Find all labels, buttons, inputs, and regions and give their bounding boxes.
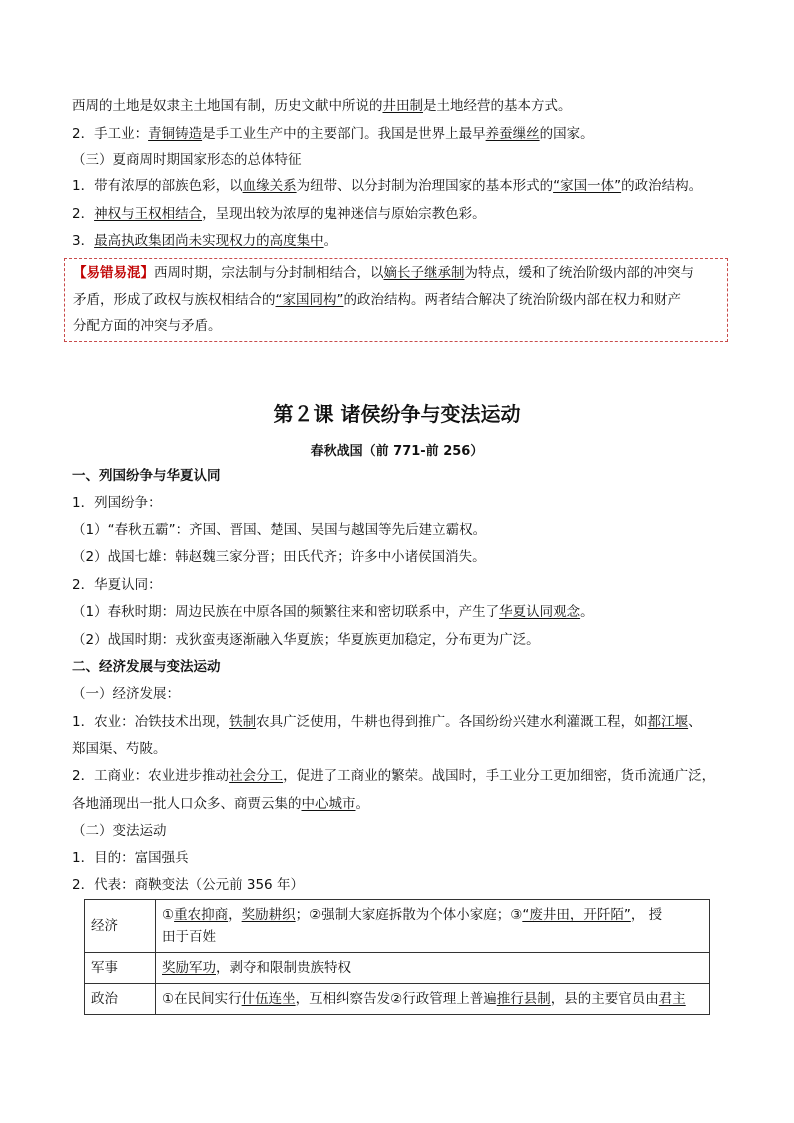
table-cell-category: 政治	[85, 984, 156, 1015]
text-line: 1．农业：冶铁技术出现，铁制农具广泛使用，牛耕也得到推广。各国纷纷兴建水利灌溉工程，如都江堰、	[72, 714, 702, 730]
text-line: （2）战国时期：戎狄蛮夷逐渐融入华夏族；华夏族更加稳定，分布更为广泛。	[72, 632, 540, 648]
callout-line: 矛盾，形成了政权与族权相结合的“家国同构”的政治结构。两者结合解决了统治阶级内部在权力和财产	[73, 292, 681, 308]
text-line: 2．神权与王权相结合，呈现出较为浓厚的鬼神迷信与原始宗教色彩。	[72, 206, 486, 222]
section-heading: 一、列国纷争与华夏认同	[72, 468, 221, 484]
text-line: 各地涌现出一批人口众多、商贾云集的中心城市。	[72, 796, 369, 812]
shang-yang-reform-table	[84, 899, 710, 1015]
text-line: （1）“春秋五霸”：齐国、晋国、楚国、吴国与越国等先后建立霸权。	[72, 522, 487, 538]
table-row	[85, 953, 710, 984]
table-cell-category: 军事	[85, 953, 156, 984]
text-line: 1．目的：富国强兵	[72, 850, 189, 866]
text-line: 西周的土地是奴隶主土地国有制，历史文献中所说的井田制是土地经营的基本方式。	[72, 98, 572, 114]
callout-line: 【易错易混】西周时期，宗法制与分封制相结合，以嫡长子继承制为特点，缓和了统治阶级内部的冲突与	[73, 265, 694, 281]
callout-tag: 【易错易混】	[73, 265, 154, 281]
callout-line: 分配方面的冲突与矛盾。	[73, 318, 222, 334]
lesson-title: 第２课 诸侯纷争与变法运动	[273, 402, 521, 426]
text-line: （一）经济发展：	[72, 686, 180, 702]
text-line: 3．最高执政集团尚未实现权力的高度集中。	[72, 233, 338, 249]
text-line: 2．代表：商鞅变法（公元前 356 年）	[72, 877, 304, 893]
error-prone-callout	[64, 258, 728, 342]
table-cell-content: ①重农抑商，奖励耕织；②强制大家庭拆散为个体小家庭；③“废井田，开阡陌”， 授 田于百姓	[156, 900, 710, 953]
table-cell-category: 经济	[85, 900, 156, 953]
table-row	[85, 900, 710, 953]
section-heading: （三）夏商周时期国家形态的总体特征	[72, 152, 302, 168]
text-line: 2．华夏认同：	[72, 577, 162, 593]
text-line: 2．工商业：农业进步推动社会分工，促进了工商业的繁荣。战国时，手工业分工更加细密，货币流通广泛，	[72, 768, 716, 784]
lesson-subtitle: 春秋战国（前 771-前 256）	[310, 444, 484, 459]
text-line: 郑国渠、芍陂。	[72, 741, 167, 757]
text-line: （1）春秋时期：周边民族在中原各国的频繁往来和密切联系中，产生了华夏认同观念。	[72, 604, 594, 620]
text-line: 1．列国纷争：	[72, 495, 162, 511]
table-row	[85, 984, 710, 1015]
text-line: （2）战国七雄：韩赵魏三家分晋；田氏代齐；许多中小诸侯国消失。	[72, 549, 486, 565]
text-line: 2．手工业：青铜铸造是手工业生产中的主要部门。我国是世界上最早养蚕缫丝的国家。	[72, 126, 594, 142]
table-cell-content: ①在民间实行什伍连坐，互相纠察告发②行政管理上普遍推行县制，县的主要官员由君主	[156, 984, 710, 1015]
text-line: 1．带有浓厚的部族色彩，以血缘关系为纽带、以分封制为治理国家的基本形式的“家国一体”的政治结构。	[72, 178, 703, 194]
section-heading: 二、经济发展与变法运动	[72, 659, 221, 675]
text-line: （二）变法运动	[72, 823, 167, 839]
table-cell-content: 奖励军功，剥夺和限制贵族特权	[156, 953, 710, 984]
